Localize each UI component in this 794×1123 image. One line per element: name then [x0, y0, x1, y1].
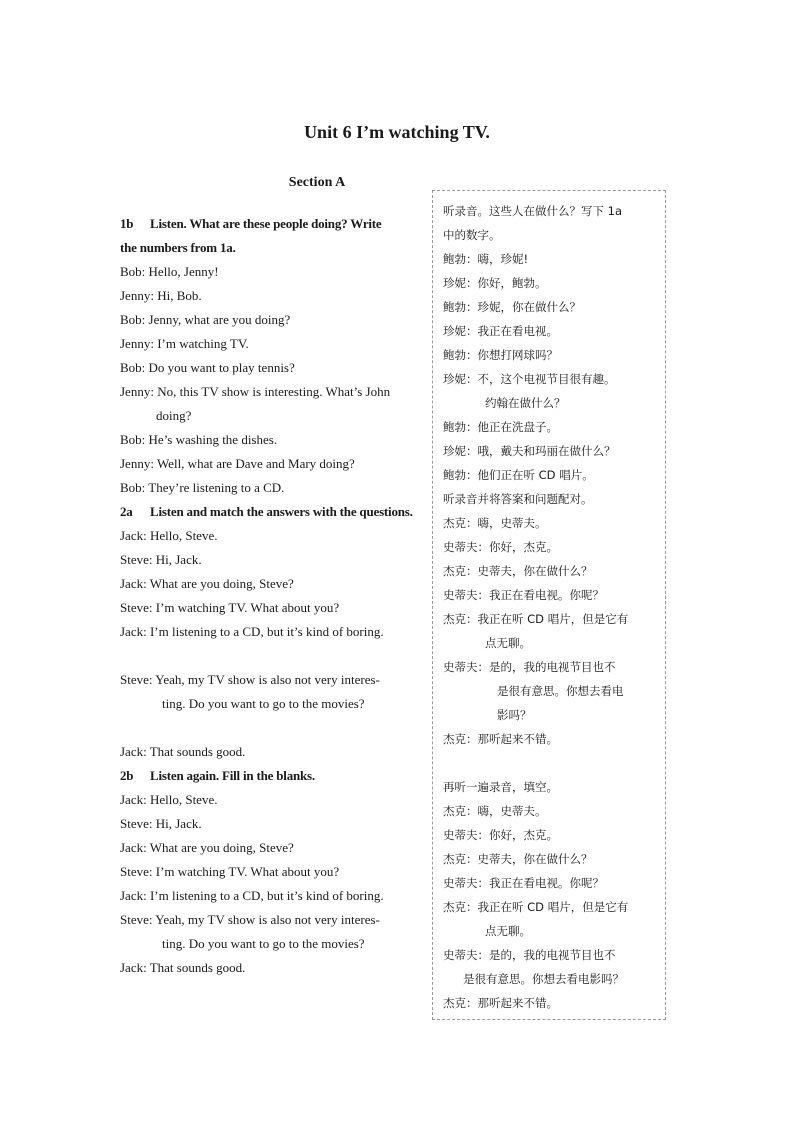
- dialogue-line: Steve: Yeah, my TV show is also not very interes-: [120, 672, 380, 687]
- translation-line: 史蒂夫：你好，杰克。: [443, 828, 558, 842]
- dialogue-line: Jenny: No, this TV show is interesting. What’s John: [120, 384, 391, 399]
- dialogue-line: Jack: That sounds good.: [120, 744, 246, 759]
- exercise-1b-heading: [120, 212, 426, 236]
- translation-line: 鲍勃：珍妮，你在做什么？: [443, 300, 581, 314]
- dialogue-line: Jack: Hello, Steve.: [120, 528, 218, 543]
- dialogue-line-cont: ting. Do you want to go to the movies?: [162, 936, 365, 951]
- translation-line: 听录音。这些人在做什么？写下 1a: [443, 204, 623, 218]
- translation-line-cont: 点无聊。: [485, 924, 531, 938]
- dialogue-line: Jack: What are you doing, Steve?: [120, 576, 294, 591]
- translation-line: 鲍勃：他正在洗盘子。: [443, 420, 558, 434]
- translation-line-cont: 点无聊。: [485, 636, 531, 650]
- translation-line: 史蒂夫：是的，我的电视节目也不: [443, 948, 616, 962]
- dialogue-line: Jack: I’m listening to a CD, but it’s kind of boring.: [120, 624, 384, 639]
- translation-line-cont: 是很有意思。你想去看电影吗？: [463, 972, 624, 986]
- translation-line: 鲍勃：你想打网球吗？: [443, 348, 558, 362]
- dialogue-line: Bob: Do you want to play tennis?: [120, 360, 295, 375]
- translation-line: 杰克：那听起来不错。: [443, 732, 558, 746]
- chinese-translation-box: [432, 190, 666, 1020]
- exercise-instruction: Listen and match the answers with the questions.: [150, 504, 413, 519]
- section-heading: Section A: [288, 175, 346, 190]
- dialogue-line: Steve: I’m watching TV. What about you?: [120, 864, 340, 879]
- translation-line: 杰克：我正在听 CD 唱片，但是它有: [443, 612, 629, 626]
- dialogue-line: Bob: They’re listening to a CD.: [120, 480, 285, 495]
- english-column: [120, 212, 426, 980]
- dialogue-line: Jenny: I’m watching TV.: [120, 336, 249, 351]
- translation-line: 珍妮：你好，鲍勃。: [443, 276, 547, 290]
- dialogue-line: Jenny: Well, what are Dave and Mary doing?: [120, 456, 355, 471]
- translation-line: 珍妮：不，这个电视节目很有趣。: [443, 372, 616, 386]
- page-title: Unit 6 I’m watching TV.: [304, 122, 490, 142]
- dialogue-line-cont: doing?: [156, 408, 192, 423]
- dialogue-line: Jack: I’m listening to a CD, but it’s kind of boring.: [120, 888, 384, 903]
- translation-line: 史蒂夫：你好，杰克。: [443, 540, 558, 554]
- exercise-number: 2b: [120, 768, 134, 783]
- exercise-2a-heading: [120, 500, 426, 524]
- dialogue-line: Steve: Hi, Jack.: [120, 816, 202, 831]
- translation-line: 杰克：嗨，史蒂夫。: [443, 804, 547, 818]
- translation-line: 史蒂夫：是的，我的电视节目也不: [443, 660, 616, 674]
- dialogue-line: Bob: Jenny, what are you doing?: [120, 312, 291, 327]
- dialogue-line: Bob: He’s washing the dishes.: [120, 432, 278, 447]
- exercise-instruction: Listen. What are these people doing? Write: [150, 216, 382, 231]
- dialogue-line: Bob: Hello, Jenny!: [120, 264, 219, 279]
- translation-line: 杰克：那听起来不错。: [443, 996, 558, 1010]
- translation-line: 鲍勃：他们正在听 CD 唱片。: [443, 468, 594, 482]
- dialogue-line: Jenny: Hi, Bob.: [120, 288, 202, 303]
- exercise-number: 2a: [120, 504, 133, 519]
- translation-line: 杰克：嗨，史蒂夫。: [443, 516, 547, 530]
- translation-line-cont: 是很有意思。你想去看电: [497, 684, 624, 698]
- exercise-number: 1b: [120, 216, 134, 231]
- translation-line: 史蒂夫：我正在看电视。你呢？: [443, 588, 604, 602]
- translation-line: 史蒂夫：我正在看电视。你呢？: [443, 876, 604, 890]
- translation-line-cont: 约翰在做什么？: [485, 396, 566, 410]
- translation-line: 杰克：史蒂夫，你在做什么？: [443, 852, 593, 866]
- translation-line: 中的数字。: [443, 228, 501, 242]
- exercise-2b-heading: [120, 764, 426, 788]
- translation-line: 珍妮：哦，戴夫和玛丽在做什么？: [443, 444, 616, 458]
- exercise-1b-heading-cont: the numbers from 1a.: [120, 240, 236, 255]
- translation-line: 鲍勃：嗨，珍妮!: [443, 252, 529, 266]
- translation-line-cont: 影吗？: [497, 708, 532, 722]
- translation-heading: 听录音并将答案和问题配对。: [443, 492, 593, 506]
- dialogue-line: Jack: What are you doing, Steve?: [120, 840, 294, 855]
- exercise-instruction: Listen again. Fill in the blanks.: [150, 768, 315, 783]
- dialogue-line-cont: ting. Do you want to go to the movies?: [162, 696, 365, 711]
- dialogue-line: Jack: That sounds good.: [120, 960, 246, 975]
- translation-line: 杰克：史蒂夫，你在做什么？: [443, 564, 593, 578]
- translation-line: 珍妮：我正在看电视。: [443, 324, 558, 338]
- dialogue-line: Steve: Yeah, my TV show is also not very interes-: [120, 912, 380, 927]
- translation-heading: 再听一遍录音，填空。: [443, 780, 558, 794]
- dialogue-line: Jack: Hello, Steve.: [120, 792, 218, 807]
- translation-line: 杰克：我正在听 CD 唱片，但是它有: [443, 900, 629, 914]
- dialogue-line: Steve: I’m watching TV. What about you?: [120, 600, 340, 615]
- dialogue-line: Steve: Hi, Jack.: [120, 552, 202, 567]
